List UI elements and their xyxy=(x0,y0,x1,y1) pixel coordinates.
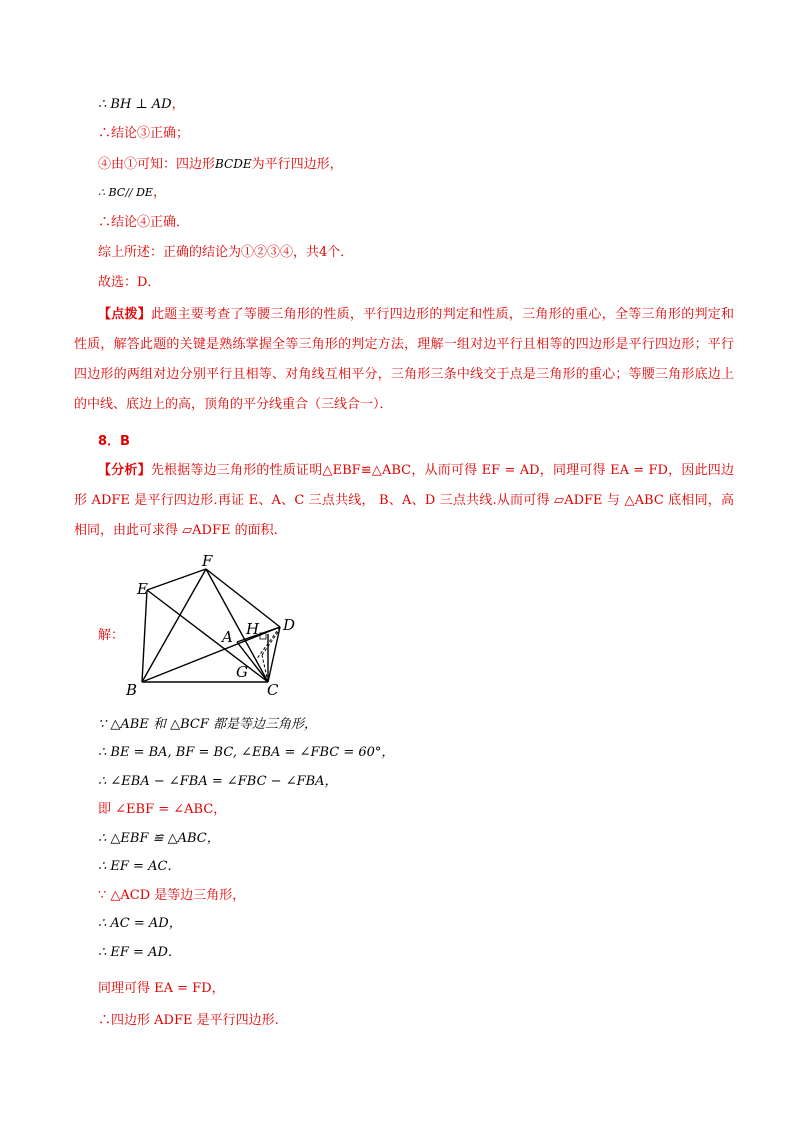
line-summary: 综上所述：正确的结论为①②③④，共4个． xyxy=(98,245,354,260)
segment-be xyxy=(142,590,147,682)
proof-line-9: ∴ EF = AD． xyxy=(98,945,181,960)
line-answer-d: 故选：D． xyxy=(98,275,161,290)
proof-line-5: ∴ △EBF ≌ △ABC， xyxy=(98,831,220,846)
geometry-diagram xyxy=(120,552,320,697)
point-text: 此题主要考查了等腰三角形的性质，平行四边形的判定和性质，三角形的重心，全等三角形的判定和性质，解答此题的关键是熟练掌握全等三角形的判定方法，理解一组对边平行且相等的四边形是平行四边形；平行四边形的两组对边分别平行且相等、对角线互相平分，三角形三条中线交于点是三角形的重心；等腰三角形底边上的中线、底边上的高，顶角的平分线重合（三线合一）． xyxy=(74,307,734,412)
point-paragraph xyxy=(74,300,734,420)
label-h: H xyxy=(246,620,260,638)
line-bh-perp-ad: ∴ BH ⊥ AD， xyxy=(98,97,185,112)
label-b: B xyxy=(126,681,138,697)
line-bc-parallel-de: ∴ BC// DE， xyxy=(98,185,166,200)
line-conclusion-4: ∴结论④正确． xyxy=(98,215,190,230)
proof-line-7: ∵ △ACD 是等边三角形， xyxy=(98,888,246,903)
proof-line-8: ∴ AC = AD， xyxy=(98,916,182,931)
point-label: 【点拨】 xyxy=(98,307,152,322)
proof-line-4: 即 ∠EBF = ∠ABC， xyxy=(98,802,227,817)
proof-line-6: ∴ EF = AC． xyxy=(98,859,181,874)
segment-bd xyxy=(142,627,280,682)
line-conclusion-3: ∴结论③正确； xyxy=(98,126,190,141)
proof-line-2: ∴ BE = BA, BF = BC, ∠EBA = ∠FBC = 60°， xyxy=(98,745,395,760)
dashed-gh xyxy=(262,632,278,655)
label-e: E xyxy=(137,580,148,598)
segment-bf xyxy=(142,569,206,682)
proof-line-11: ∴四边形 ADFE 是平行四边形. xyxy=(98,1013,279,1028)
analysis-paragraph xyxy=(74,456,734,546)
solution-label: 解： xyxy=(98,628,125,643)
label-f: F xyxy=(202,552,213,570)
label-d: D xyxy=(283,616,296,634)
segment-ef xyxy=(147,569,206,590)
label-c: C xyxy=(267,681,279,697)
line-parallelogram-bcde: ④由①可知：四边形BCDE为平行四边形， xyxy=(98,157,343,172)
analysis-label: 【分析】 xyxy=(98,463,151,478)
segment-fd xyxy=(206,569,280,627)
question-number: 8．B xyxy=(98,434,130,449)
proof-line-3: ∴ ∠EBA − ∠FBA = ∠FBC − ∠FBA， xyxy=(98,774,338,789)
label-g: G xyxy=(236,663,248,681)
proof-line-1: ∵ △ABE 和 △BCF 都是等边三角形， xyxy=(98,717,317,732)
label-a: A xyxy=(222,628,233,646)
analysis-text: 先根据等边三角形的性质证明△EBF≌△ABC，从而可得 EF = AD，同理可得 EA = FD，因此四边形 ADFE 是平行四边形.再证 E、A、C 三点共线， B、A、D 三点共线.从而可得 ▱ADFE 与 △ABC 底相同，高相同，由此可求得 ▱ADFE 的面积. xyxy=(74,463,734,538)
proof-line-10: 同理可得 EA = FD， xyxy=(98,981,225,996)
